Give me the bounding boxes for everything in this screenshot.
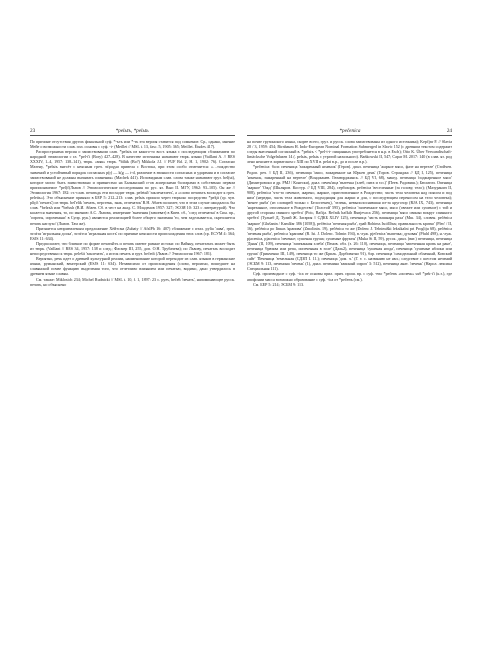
left-page-body: [30, 139, 235, 519]
right-page: [247, 128, 452, 520]
book-spread: [30, 128, 452, 520]
paragraph: См. также: Miklosich 234; Michel Rudnicki // MSL t. 10, f. 1, 1897: 23 с. pyes, bečeħ 'печать', напоминающее русск. печать, но объяснено: [30, 276, 235, 287]
paragraph: По причине отсутствия других финальной суф. *-ъть или *-ть эта версия ставится под сомнение. Ср., однако, мнение Мейе о возможности слав. пэл. основы с суф. -t- (Meillet // MSL t. 13, fasc. 5, 1905: 365; Meillet. Études 417).: [30, 139, 235, 150]
paragraph: на почве грузинского языка, скорее всего, груз. и русск. слова заимствованы из одного источника); Kерčjnr F. // Slavia 28 / 3, 1959: 454; Birnbaum H. Indo-European Nominal Formation Submerged in Slavic 152 (с древним текстом содержит следы внесенный согласный в. *pelьtъ < *pel-t-t- пищанных употребляется в н.р. в Esch); Otto K. Über Verwandtschaft-limäcksche Volgelnlazen 14 (. pelьtъ, pelьtь с утратой назального). Bańkowski II, 547; Сараr M. 2017: 140 (в слав. яз. род лено неяснее в хорватском с XIII по XVII в. pelat в.р., до и после в.р.).: [247, 139, 452, 165]
paragraph: *pečenica: болг. печеница 'зажаренный ягненок' (Геров). диал. печеница 'жаркое мясо, фазе на вертеле' (Стойчев. Родоп. реч. // БД II, 236), печеница 'мясо, зажаренное на Юрьев день' (Горов. Странджа // БД I, 125), печеница 'ягненок, зажаренный на вертеле' (Вонджанев. Гюмюрджинск. // БД VI, 68), макед. печеница 'поджаренное мясо' (Димитровски и др. РМЈ / Конески), диал. печен'ица 'вытечка (хлеб, пита и т.п.)' (Пеев. Радовиш.); Бюлатич. Опеница 'жаркое' 'Ожд' (Шкляров. Костур. // БД VIII, 284), сербохорв. pečenica 'веселенные (за голову, тело); (Мазуранич II, 908), pečenica 'что-то печеное, жарено, жаркое, приготовленное в Рождество; часть тела человека над поясом и под ним' (нередко, часть тела животного, подходящая для жарки и для, с последующим переносом на тело человека); 'менее рыба' (из словарей только с Белостенец), 'зелень, невыполоснившая из-за кругозор (RJA IX, 743), печеница 'нарезанное, отопленное в Рождество' (Толстой' 595), pečenica 'запеченное мясо, мясо (свежее или сушеное) с той и другой стороны свиного хребта' (Рoiс, Račija. Rečnik bačkih Bunjevaca 256), печеница 'мясо свиньи вокруг спинного хребта' (Тульиб Д, Тулий Ж. Загария // СДКБ XLIV 125), печеница 'часть вашнаря раха' (Мш. 34), словен. pečénica 'жаркое' (Glušanin / Kamlžar 386 [1058]), pečénica 'печеная рыба', грай Bohinss Iscöllhus; правильность кратко' (Pleo' / II, 16), pečénica ро Iinкas 'крапива' (Zmolinin. 19), pečénica то же (Dolenc J. Telnimiški leksikalni pri Progliju 68), pečénica 'печеная рыба', pečenica 'крапива' (В. Isi. J. Dolenc. Tolmin 194), в.-луж. pječenica 'выпечка; духовая' (Pfuhl 498), н.-луж. pjacenica, pjacenica 'печенье; сушеная груша; сушеные фрукты' (Muka St II, 59), русск. диал. (вят.) печеница, печеница 'Дыня' (II, 109), печеница 'запеканная хлеба' (Пенов. обл. (з. 26: 110), печеница, печеница 'запеченная кровь на ране', печеница 'брюква или репа, испеченная в золе' (Даль2), печеница 'сушеная ягода', печеница 'сушеные яблоки или груша' (Гринченко III, 149), печеница то же (Бриль. Дорбовятно 91), блр. печеница 'самодельный облачный, Ковский сайт' 'Печеница 'земельная (СДЗП I. 11.); печеница 'дом. ч.' (Г. т. с. названию не явл.; следствие с шестом нечений (ЭСБМ 9: 113, печенина 'печень' (1), диал. печенина 'квасный сироп' 3: 512), печеница анат. 'печень' (Нарол. лексика Специальная 111).: [247, 164, 452, 272]
right-page-header: [247, 128, 452, 136]
left-page: [30, 128, 235, 520]
left-page-header: [30, 128, 235, 136]
paragraph: См. БЕР 5: 214; ЭСБМ 9: 113.: [253, 281, 305, 287]
paragraph: Признается неприемлемым предложение Хёйтсма (Zubaty // AfslPh 16: 407) сближение с итал. pylia 'лава', греч. πεπέτα 'игральная доска', πεπέττα 'игральная кость' по причине неясности происхождения этих слов (ср. ЕСУМ 4: 364; ESJS 11: 634).: [30, 225, 235, 241]
paragraph: Распространена версия о заимствовании слав. *pelьtъ из какого-то вост. языка с последующим сближением по народной этимологии с гл. *pel-t'i (Bory) 427–428). В качестве источника называют тюрк. языки (Vaillant A. // RES XXXIV, 1–4, 1957: 138–141), тюрк. «мяк» тюрк. *bīlük (Bo?) Mikkola J.J. // FUF Bd. 2, H. 1, 1902: 76). Согласно Мазену, *pelьtъ внесёт с неясным греч. πέρυγμα привела с Востока, при этом особо отмечается: «…тождество значений и устойчивый порядок согласных p(ŗ) — k(g — t-d, различие в звонкости согласных и ударения и в согласие заимствований не должны вызывать сомнения» (Machek 441). Исповидным слав. слова также называют груз. bel(ut), которое могло быть заимствовано и привнесено на Балканский п-ов асиерскими болгарами в собственно первом приписываемое *pel(č(Львов // Этимологические исследования по рус. яз. Вып II. МГУ, 1962: 93–105). Он же // Этимология 1967: 182: ст.-слав. печатьдь ети восходит тюрк. pelеtьй 'заклечатлеть', а «слово печатьть восходит к греч. pelеttь»). Это объяснение приняло в БЕР 5: 212–213: слав. pelьtъ пришло через тюркско посредство *pelţit (ср. чув. pǟçťt 'печать') из тюрк. bel'elik 'печать, перстень, знак, отпечаток' В.Н. Абаев полагает, что в этом случае ожидалось бы слав. *belzъh или *belsъh (В.И. Абаев. Сб. в чест на акад. С. Младенов 1957: 327; ЭСОЯ 10: 323 с литературой). Что касается значения, то, по мнению А.С. Львова, измерение 'значения (завоеват) в Киев. сб., 'след отпечатка' в Син. пр., 'сироты, сироченьки' в Супр. рук.) являются реализацией более общего значения 'то, чем заделывается, скрепляется печать наглухо' (Львов. Там же).: [30, 149, 235, 226]
paragraph: Предполагает, что близкие по форме печатьйтъ и печать имеют разные истоки: по Вайяну, печатьтьть может быть из тюрк. (Vaillant // RES 34, 1957: 138 и след.; Фасмер III, 255, доп. О.Н. Трубачева); по Львову, печатьть восходит непосредственно к тюрк. peleštt 'заклечатъ', а исток печать и груз. bečedt (Львов // Этимология 1967: 181).: [30, 240, 235, 257]
left-running-head: *pelьtъ, *pelьtь: [115, 128, 149, 134]
right-page-number: 24: [446, 128, 452, 134]
left-page-number: 23: [30, 128, 36, 134]
right-running-head: *pečenica: [339, 128, 361, 134]
paragraph: Вероятно, речь идет о древней культурной реалии, наименование которой переходит из слав. языков в германские языки, румынский, венгерский (ESJS 11: 634). Независимо от происхождения (слово, вероятно, вошедшее на славянской почве функцию выделения того, что отчетливо влиянием или печатью, видимо, дано утвердилось в древнем языке славян.: [30, 256, 235, 277]
right-page-body: [247, 139, 452, 519]
paragraph: Суф. производное с суф. -ica от основы прил. прич. прош. вр. с суф. -eno *pečenъ «испечь» suб *pek-t'i (к.з.), где апофонии масса возможно образование с суф. -ica от *pečenъ (см.).: [247, 271, 452, 282]
